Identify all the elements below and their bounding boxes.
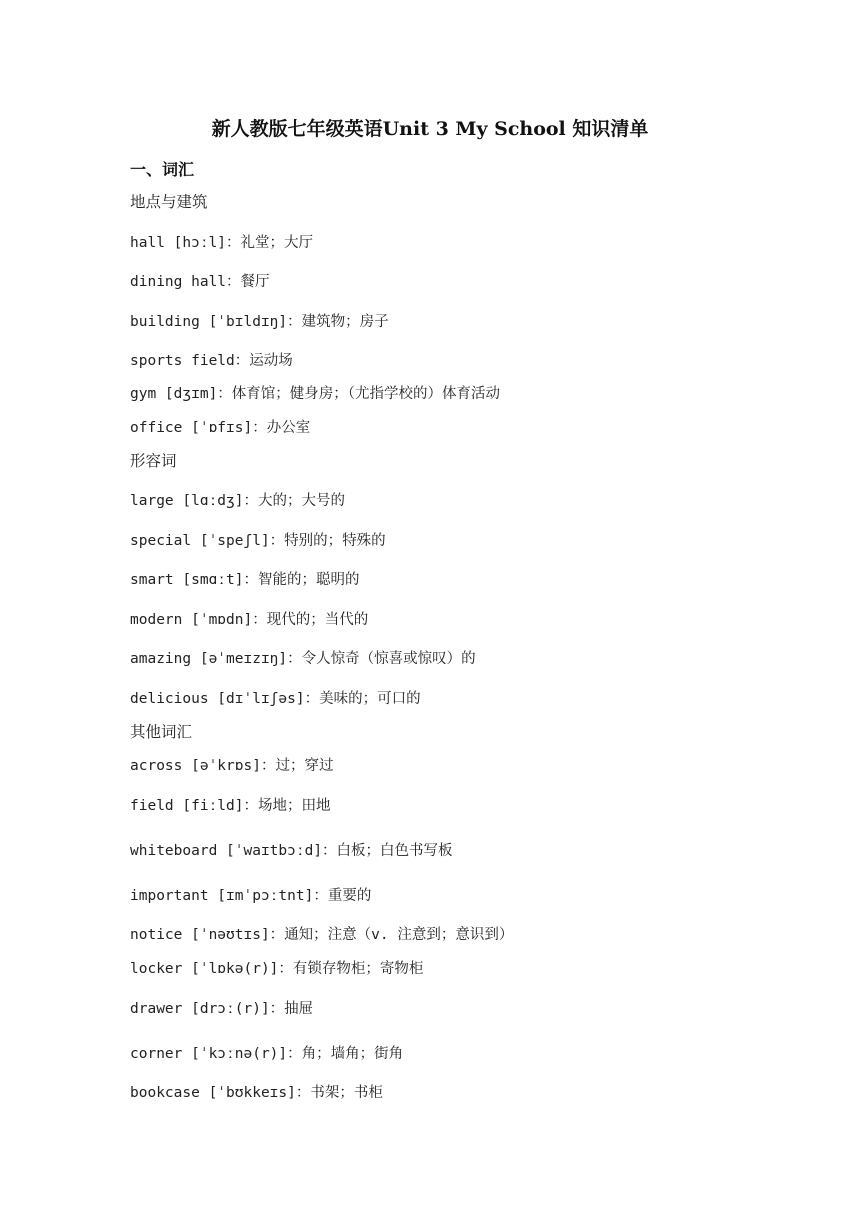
group-heading-adjectives: 形容词	[130, 452, 177, 470]
group-heading-places: 地点与建筑	[130, 193, 208, 211]
vocab-entry: across [əˈkrɒs]：过；穿过	[130, 758, 334, 774]
vocab-entry: modern [ˈmɒdn]：现代的；当代的	[130, 612, 369, 628]
vocab-entry: locker [ˈlɒkə(r)]：有锁存物柜；寄物柜	[130, 961, 424, 977]
vocab-entry: large [lɑːdʒ]：大的；大号的	[130, 493, 345, 509]
vocab-entry: sports field：运动场	[130, 353, 293, 369]
vocab-entry: hall [hɔːl]：礼堂；大厅	[130, 235, 314, 251]
vocab-entry: delicious [dɪˈlɪʃəs]：美味的；可口的	[130, 691, 421, 707]
document-title: 新人教版七年级英语Unit 3 My School 知识清单	[211, 118, 649, 140]
vocab-entry: smart [smɑːt]：智能的；聪明的	[130, 572, 360, 588]
vocab-entry: special [ˈspeʃl]：特别的；特殊的	[130, 533, 386, 549]
section-heading-vocabulary: 一、词汇	[130, 160, 195, 179]
vocab-entry: gym [dʒɪm]：体育馆；健身房；（尤指学校的）体育活动	[130, 386, 501, 402]
vocab-entry: amazing [əˈmeɪzɪŋ]：令人惊奇（惊喜或惊叹）的	[130, 651, 476, 667]
group-heading-other: 其他词汇	[130, 723, 193, 741]
vocab-entry: whiteboard [ˈwaɪtbɔːd]：白板；白色书写板	[130, 843, 453, 859]
vocab-entry: dining hall：餐厅	[130, 274, 270, 290]
vocab-entry: office [ˈɒfɪs]：办公室	[130, 420, 311, 436]
vocab-entry: drawer [drɔː(r)]：抽屉	[130, 1001, 314, 1017]
vocab-entry: important [ɪmˈpɔːtnt]：重要的	[130, 888, 372, 904]
vocab-entry: notice [ˈnəʊtɪs]：通知；注意（v. 注意到；意识到）	[130, 927, 514, 943]
vocab-entry: bookcase [ˈbʊkkeɪs]：书架；书柜	[130, 1085, 383, 1101]
vocab-entry: corner [ˈkɔːnə(r)]：角；墙角；街角	[130, 1046, 404, 1062]
vocab-entry: field [fiːld]：场地；田地	[130, 798, 331, 814]
vocab-entry: building [ˈbɪldɪŋ]：建筑物；房子	[130, 314, 389, 330]
